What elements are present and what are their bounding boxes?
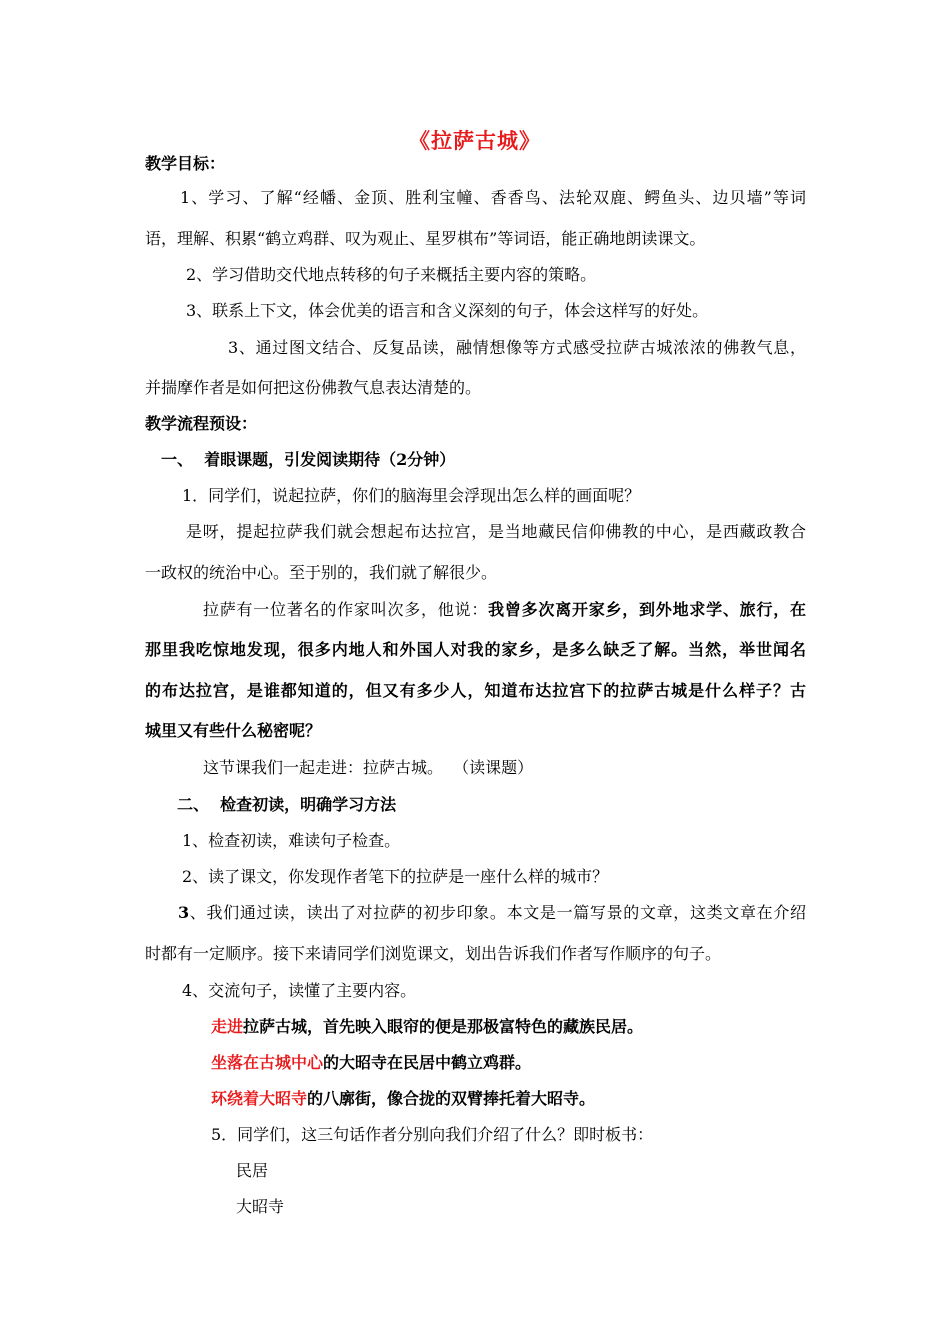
board-item-2: 大昭寺 <box>236 1197 285 1216</box>
key-sentence-3-location: 环绕着大昭寺 <box>211 1089 308 1108</box>
flow-heading: 教学流程预设： <box>145 414 258 433</box>
page-title: 《拉萨古城》 <box>409 128 541 153</box>
key-sentence-2-location: 坐落在古城中心 <box>211 1053 324 1072</box>
item-3-number: 3 <box>178 903 190 922</box>
section-1-heading: 一、 着眼课题，引发阅读期待（2分钟） <box>161 450 456 469</box>
section-1-para-2-line-4: 城里又有些什么秘密呢？ <box>145 721 322 740</box>
section-2-heading: 二、 检查初读，明确学习方法 <box>177 795 397 814</box>
section-1-question: 1．同学们，说起拉萨，你们的脑海里会浮现出怎么样的画面呢？ <box>182 486 641 505</box>
section-1-para-3: 这节课我们一起走进：拉萨古城。 （读课题） <box>203 758 534 777</box>
key-sentence-1-location: 走进 <box>211 1017 244 1036</box>
section-1-para-2-line-2: 那里我吃惊地发现，很多内地人和外国人对我的家乡，是多么缺乏了解。当然，举世闻名 <box>145 640 806 659</box>
author-quote-intro: 拉萨有一位著名的作家叫次多，他说： <box>203 600 489 619</box>
goal-1-line-1: 1、学习、了解“经幡、金顶、胜利宝幢、香香鸟、法轮双鹿、鳄鱼头、边贝墙”等词 <box>180 188 806 207</box>
author-quote-start: 我曾多次离开家乡，到外地求学、旅行，在 <box>488 600 806 619</box>
key-sentence-1-text: 拉萨古城，首先映入眼帘的便是那极富特色的藏族民居。 <box>243 1017 644 1036</box>
board-item-1: 民居 <box>236 1161 269 1180</box>
key-sentence-2-text: 的大昭寺在民居中鹤立鸡群。 <box>323 1053 532 1072</box>
goal-4-line-1: 3、通过图文结合、反复品读，融情想像等方式感受拉萨古城浓浓的佛教气息， <box>228 338 806 357</box>
goal-2: 2、学习借助交代地点转移的句子来概括主要内容的策略。 <box>186 265 597 284</box>
section-2-item-4: 4、交流句子，读懂了主要内容。 <box>182 981 417 1000</box>
section-2-item-3-line-2: 时都有一定顺序。接下来请同学们浏览课文，划出告诉我们作者写作顺序的句子。 <box>145 944 722 963</box>
goals-heading: 教学目标： <box>145 154 226 173</box>
section-2-item-2: 2、读了课文，你发现作者笔下的拉萨是一座什么样的城市？ <box>182 867 609 886</box>
section-1-para-2-line-1 <box>203 599 806 621</box>
section-1-para-2-line-3: 的布达拉宫，是谁都知道的，但又有多少人，知道布达拉宫下的拉萨古城是什么样子？古 <box>145 681 806 700</box>
goal-1-line-2: 语，理解、积累“鹤立鸡群、叹为观止、星罗棋布”等词语，能正确地朗读课文。 <box>145 229 706 248</box>
key-sentence-3-text: 的八廓街，像合拢的双臂捧托着大昭寺。 <box>307 1089 596 1108</box>
key-sentence-3 <box>211 1088 595 1110</box>
section-2-item-3-line-1 <box>178 902 806 924</box>
section-1-para-1-line-2: 一政权的统治中心。至于别的，我们就了解很少。 <box>145 563 498 582</box>
section-2-item-5: 5．同学们，这三句话作者分别向我们介绍了什么？即时板书： <box>211 1125 654 1144</box>
goal-3: 3、联系上下文，体会优美的语言和含义深刻的句子，体会这样写的好处。 <box>186 301 709 320</box>
key-sentence-1 <box>211 1016 643 1038</box>
key-sentence-2 <box>211 1052 531 1074</box>
item-3-text: 、我们通过读，读出了对拉萨的初步印象。本文是一篇写景的文章，这类文章在介绍 <box>189 903 806 922</box>
section-1-para-1-line-1: 是呀，提起拉萨我们就会想起布达拉宫，是当地藏民信仰佛教的中心，是西藏政教合 <box>186 522 806 541</box>
section-2-item-1: 1、检查初读，难读句子检查。 <box>182 831 401 850</box>
goal-4-line-2: 并揣摩作者是如何把这份佛教气息表达清楚的。 <box>145 378 482 397</box>
